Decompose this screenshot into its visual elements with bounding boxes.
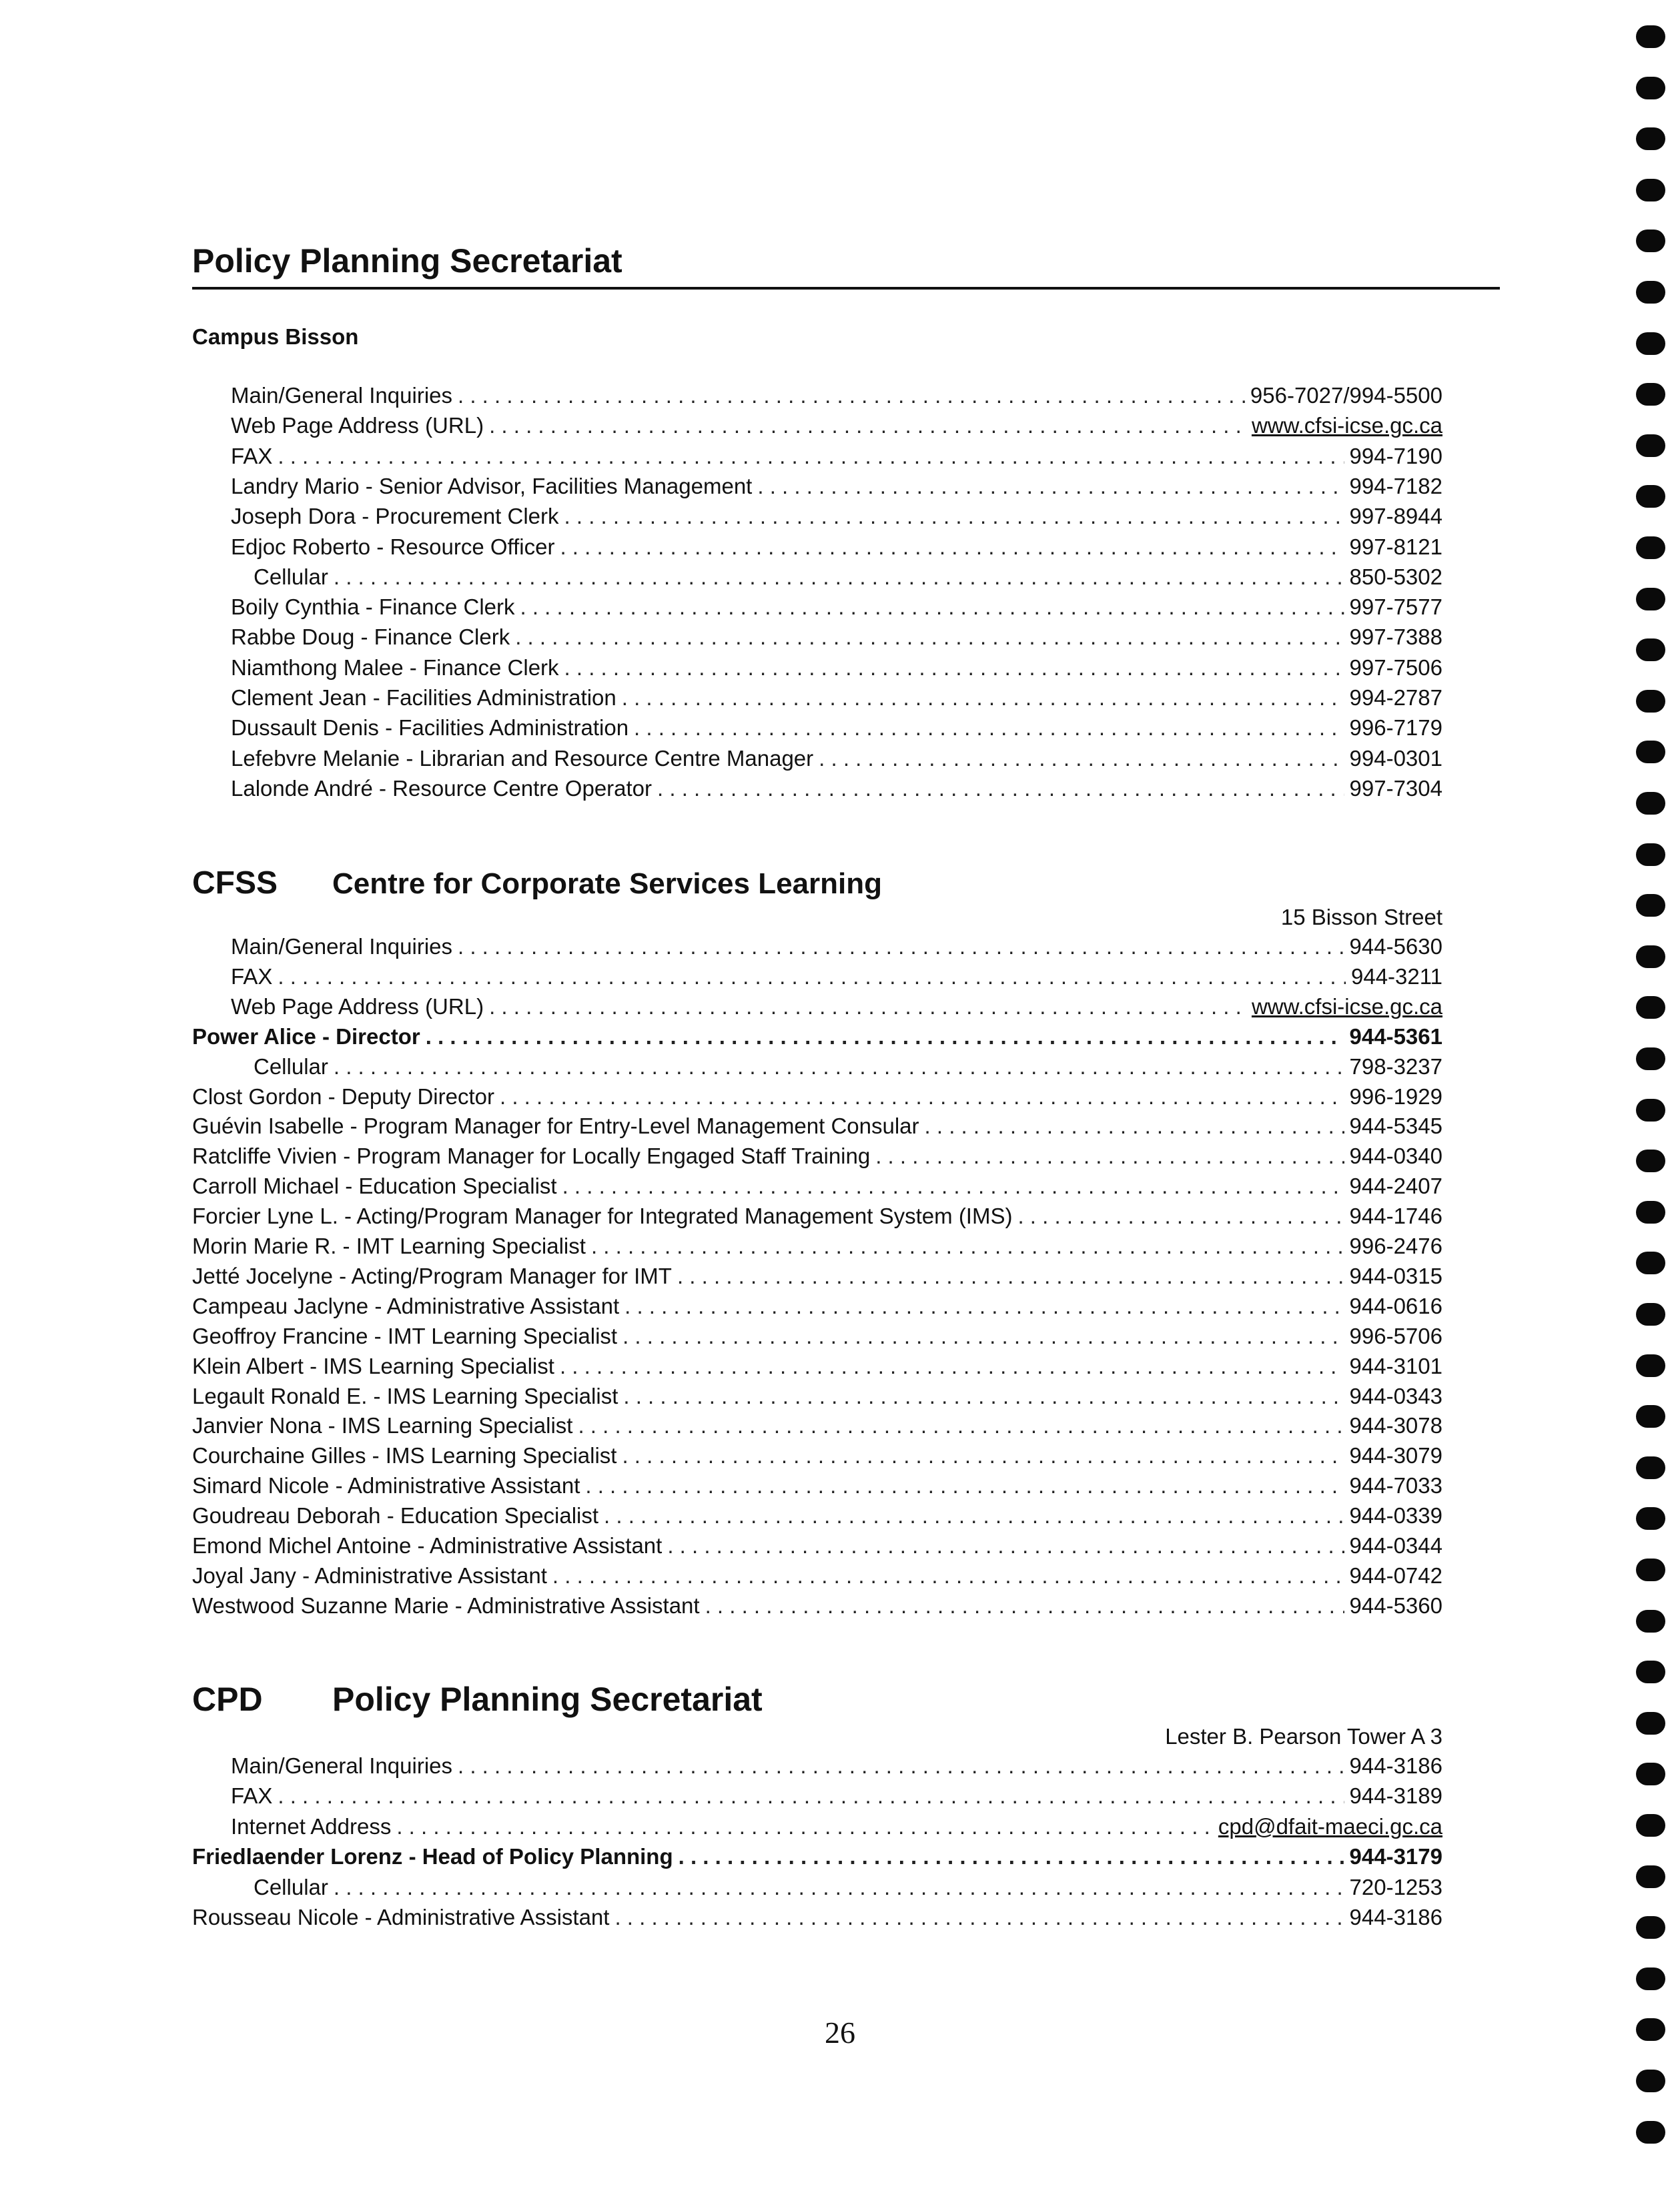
binding-hole [1636,1354,1665,1377]
entry-name: Web Page Address (URL) [231,413,484,438]
dot-leader [622,1443,1344,1468]
section-address: Lester B. Pearson Tower A 3 [1165,1724,1442,1749]
entry-phone: 944-3186 [1349,1753,1442,1778]
binding-hole [1636,741,1665,763]
binding-hole [1636,179,1665,201]
dot-leader [562,1174,1344,1199]
entry-name: Dussault Denis - Facilities Administration [231,715,629,741]
entry-phone: 944-3079 [1349,1443,1442,1468]
section-title [192,865,882,901]
binding-hole [1636,1150,1665,1172]
binding-hole [1636,1967,1665,1990]
entry-name: Geoffroy Francine - IMT Learning Specialist [192,1323,618,1348]
binding-hole [1636,1661,1665,1683]
directory-entry [192,1503,1442,1533]
entry-phone: 997-7388 [1349,624,1442,650]
entry-name: Forcier Lyne L. - Acting/Program Manager for Integrated Management System (IMS) [192,1204,1013,1229]
entry-name: Main/General Inquiries [231,1753,452,1778]
entry-phone: 944-1746 [1349,1204,1442,1229]
dot-leader [1017,1204,1344,1229]
entry-phone: 997-8121 [1349,534,1442,559]
section-title [192,1680,763,1719]
directory-entry [231,934,1442,963]
directory-entry [192,1413,1442,1442]
entry-name: FAX [231,963,273,989]
binding-hole [1636,588,1665,610]
entry-name: Landry Mario - Senior Advisor, Facilities Management [231,473,753,498]
directory-entry [192,1234,1442,1263]
entry-name: Main/General Inquiries [231,934,452,959]
entry-phone: 944-0340 [1349,1144,1442,1169]
entry-name: Niamthong Malee - Finance Clerk [231,654,559,680]
directory-entry [231,594,1442,624]
entry-link[interactable]: cpd@dfait-maeci.gc.ca [1218,1813,1442,1839]
entry-name: Joseph Dora - Procurement Clerk [231,504,559,529]
dot-leader [396,1814,1213,1839]
binding-hole [1636,25,1665,48]
directory-entry [231,534,1442,564]
entry-phone: 944-5345 [1349,1114,1442,1139]
binding-hole [1636,1610,1665,1633]
dot-leader [623,1384,1344,1409]
entry-name: Simard Nicole - Administrative Assistant [192,1473,580,1498]
dot-leader [925,1114,1344,1139]
section-rule [192,287,1500,290]
entry-phone: 798-3237 [1349,1053,1442,1079]
directory-entry [231,504,1442,533]
entry-name: Cellular [254,1053,328,1079]
directory-entry [192,1533,1442,1563]
binding-holes [1636,0,1669,2187]
directory-entry [231,1783,1442,1813]
entry-name: Rousseau Nicole - Administrative Assistant [192,1905,610,1929]
dot-leader [614,1905,1344,1930]
entry-name: Internet Address [231,1813,392,1839]
binding-hole [1636,77,1665,99]
entry-name: Klein Albert - IMS Learning Specialist [192,1353,554,1378]
directory-entry [231,994,1442,1023]
section-subtitle: Campus Bisson [192,324,359,349]
entry-name: Boily Cynthia - Finance Clerk [231,594,515,620]
entry-name: Lefebvre Melanie - Librarian and Resource Centre Manager [231,745,814,771]
directory-entry [254,564,1442,594]
section-title-text: Policy Planning Secretariat [192,242,622,280]
binding-hole [1636,894,1665,917]
dot-leader [677,1264,1344,1289]
entry-phone: 997-8944 [1349,504,1442,529]
directory-entry [192,1844,1442,1873]
dot-leader [334,564,1344,590]
directory-entry [192,1354,1442,1383]
binding-hole [1636,1456,1665,1479]
dot-leader [564,504,1344,529]
directory-entry [231,1753,1442,1783]
entry-phone: 996-7179 [1349,715,1442,741]
entry-name: Friedlaender Lorenz - Head of Policy Planning [192,1844,673,1869]
entry-name: Morin Marie R. - IMT Learning Specialist [192,1234,586,1258]
directory-entry [231,383,1442,412]
dot-leader [622,1324,1344,1349]
directory-entry [192,1384,1442,1413]
binding-hole [1636,996,1665,1019]
directory-entry [231,474,1442,503]
entry-phone: 944-0742 [1349,1563,1442,1588]
dot-leader [278,1783,1344,1809]
dot-leader [591,1234,1344,1259]
entry-name: Goudreau Deborah - Education Specialist [192,1503,599,1528]
entry-phone: 997-7506 [1349,654,1442,680]
dot-leader [622,685,1344,711]
entry-name: Legault Ronald E. - IMS Learning Specialist [192,1383,618,1408]
dot-leader [552,1563,1344,1589]
directory-entry [192,1024,1442,1053]
dot-leader [578,1413,1344,1438]
directory-entry [192,1473,1442,1502]
entry-name: Lalonde André - Resource Centre Operator [231,775,653,801]
dot-leader [278,964,1346,989]
binding-hole [1636,638,1665,661]
binding-hole [1636,1405,1665,1428]
entry-phone: 944-0616 [1349,1293,1442,1318]
entry-name: Clost Gordon - Deputy Director [192,1083,494,1109]
binding-hole [1636,536,1665,559]
directory-entry [192,1324,1442,1353]
directory-entry [231,776,1442,805]
entry-name: Web Page Address (URL) [231,993,484,1019]
dot-leader [585,1473,1344,1498]
directory-entry [231,444,1442,473]
entry-name: Rabbe Doug - Finance Clerk [231,624,510,650]
directory-entry [192,1144,1442,1173]
entry-name: Jetté Jocelyne - Acting/Program Manager for IMT [192,1263,672,1288]
binding-hole [1636,792,1665,815]
binding-hole [1636,281,1665,304]
entry-phone: 944-0339 [1349,1503,1442,1528]
dot-leader [624,1294,1344,1319]
section-code: CFSS [192,865,278,901]
dot-leader [520,594,1344,620]
binding-hole [1636,2121,1665,2144]
directory-entry [192,1593,1442,1623]
entry-phone: 944-2407 [1349,1174,1442,1199]
binding-hole [1636,434,1665,457]
entry-name: Clement Jean - Facilities Administration [231,685,616,710]
binding-hole [1636,1507,1665,1530]
entry-phone: 997-7304 [1349,775,1442,801]
binding-hole [1636,843,1665,866]
entry-phone: 997-7577 [1349,594,1442,620]
directory-entry [192,1905,1442,1934]
entry-phone: 996-1929 [1349,1083,1442,1109]
directory-entry [192,1443,1442,1472]
entry-phone: 994-0301 [1349,745,1442,771]
directory-entry [231,1814,1442,1843]
binding-hole [1636,690,1665,713]
entry-name: Janvier Nona - IMS Learning Specialist [192,1413,573,1438]
dot-leader [634,715,1344,741]
directory-entry [192,1264,1442,1293]
directory-entry [231,746,1442,775]
entry-phone: 996-5706 [1349,1323,1442,1348]
binding-hole [1636,383,1665,406]
dot-leader [819,746,1344,771]
directory-entry [231,715,1442,745]
entry-name: Ratcliffe Vivien - Program Manager for Locally Engaged Staff Training [192,1144,871,1169]
directory-entry [231,964,1442,993]
dot-leader [458,383,1245,408]
binding-hole [1636,1916,1665,1939]
binding-hole [1636,1047,1665,1070]
entry-name: Carroll Michael - Education Specialist [192,1174,557,1199]
section-title-text: Centre for Corporate Services Learning [332,867,883,900]
dot-leader [278,444,1344,469]
entry-phone: 994-7190 [1349,443,1442,468]
section-address: 15 Bisson Street [1280,905,1442,929]
binding-hole [1636,1303,1665,1326]
directory-entry [192,1294,1442,1323]
entry-phone: 944-3189 [1349,1783,1442,1809]
entry-name: Emond Michel Antoine - Administrative Assistant [192,1533,663,1558]
binding-hole [1636,1814,1665,1837]
binding-hole [1636,1252,1665,1274]
page-number: 26 [825,2016,855,2050]
dot-leader [757,474,1344,499]
binding-hole [1636,1865,1665,1888]
section-title-text: Policy Planning Secretariat [332,1681,763,1718]
binding-hole [1636,945,1665,968]
entry-phone: 994-2787 [1349,685,1442,710]
dot-leader [489,413,1246,438]
entry-name: Joyal Jany - Administrative Assistant [192,1563,547,1588]
entry-phone: 944-5360 [1349,1593,1442,1618]
binding-hole [1636,1559,1665,1581]
directory-entry [192,1084,1442,1114]
dot-leader [334,1875,1344,1900]
entry-name: Cellular [254,564,328,589]
directory-entry [254,1875,1442,1904]
directory-entry [231,685,1442,715]
entry-name: Westwood Suzanne Marie - Administrative Assistant [192,1593,700,1618]
entry-phone: 850-5302 [1349,564,1442,589]
dot-leader [564,655,1344,681]
dot-leader [489,994,1246,1019]
entry-phone: 944-5361 [1349,1023,1442,1049]
directory-entry [231,655,1442,685]
entry-phone: 956-7027/994-5500 [1250,383,1442,408]
entry-phone: 944-3101 [1349,1353,1442,1378]
binding-hole [1636,1712,1665,1735]
dot-leader [679,1844,1344,1869]
dot-leader [426,1024,1344,1049]
entry-name: Main/General Inquiries [231,383,452,408]
entry-phone: 944-0344 [1349,1533,1442,1558]
entry-phone: 944-3078 [1349,1413,1442,1438]
entry-name: Courchaine Gilles - IMS Learning Specialist [192,1443,617,1468]
entry-phone: 944-3211 [1350,963,1442,989]
entry-name: Power Alice - Director [192,1023,420,1049]
entry-name: FAX [231,1783,273,1809]
entry-phone: 944-0343 [1349,1383,1442,1408]
dot-leader [458,1753,1344,1779]
section-code: CPD [192,1681,263,1718]
entry-link[interactable]: www.cfsi-icse.gc.ca [1251,413,1442,438]
directory-entry [192,1114,1442,1143]
entry-phone: 996-2476 [1349,1234,1442,1258]
directory-entry [254,1054,1442,1083]
dot-leader [560,1354,1344,1379]
directory-entry [231,624,1442,654]
dot-leader [560,534,1344,560]
entry-link[interactable]: www.cfsi-icse.gc.ca [1251,993,1442,1019]
dot-leader [604,1503,1344,1528]
dot-leader [705,1593,1344,1619]
directory-entry [192,1204,1442,1233]
binding-hole [1636,127,1665,150]
binding-hole [1636,332,1665,355]
entry-name: Guévin Isabelle - Program Manager for Entry-Level Management Consular [192,1114,919,1139]
directory-entry [192,1563,1442,1593]
binding-hole [1636,1099,1665,1122]
section-title [192,242,622,280]
dot-leader [515,624,1344,650]
dot-leader [458,934,1344,959]
entry-name: FAX [231,443,273,468]
entry-phone: 944-5630 [1349,934,1442,959]
binding-hole [1636,1763,1665,1785]
entry-phone: 720-1253 [1349,1874,1442,1899]
binding-hole [1636,2070,1665,2092]
entry-name: Campeau Jaclyne - Administrative Assistant [192,1293,620,1318]
dot-leader [334,1054,1344,1079]
dot-leader [875,1144,1344,1169]
binding-hole [1636,1201,1665,1224]
entry-phone: 994-7182 [1349,473,1442,498]
entry-phone: 944-0315 [1349,1263,1442,1288]
dot-leader [657,776,1344,801]
entry-name: Edjoc Roberto - Resource Officer [231,534,555,559]
directory-entry [231,413,1442,442]
dot-leader [500,1084,1344,1110]
entry-name: Cellular [254,1874,328,1899]
binding-hole [1636,485,1665,508]
entry-phone: 944-7033 [1349,1473,1442,1498]
directory-entry [192,1174,1442,1203]
entry-phone: 944-3179 [1349,1844,1442,1869]
entry-phone: 944-3186 [1349,1905,1442,1929]
binding-hole [1636,230,1665,252]
dot-leader [667,1533,1344,1559]
